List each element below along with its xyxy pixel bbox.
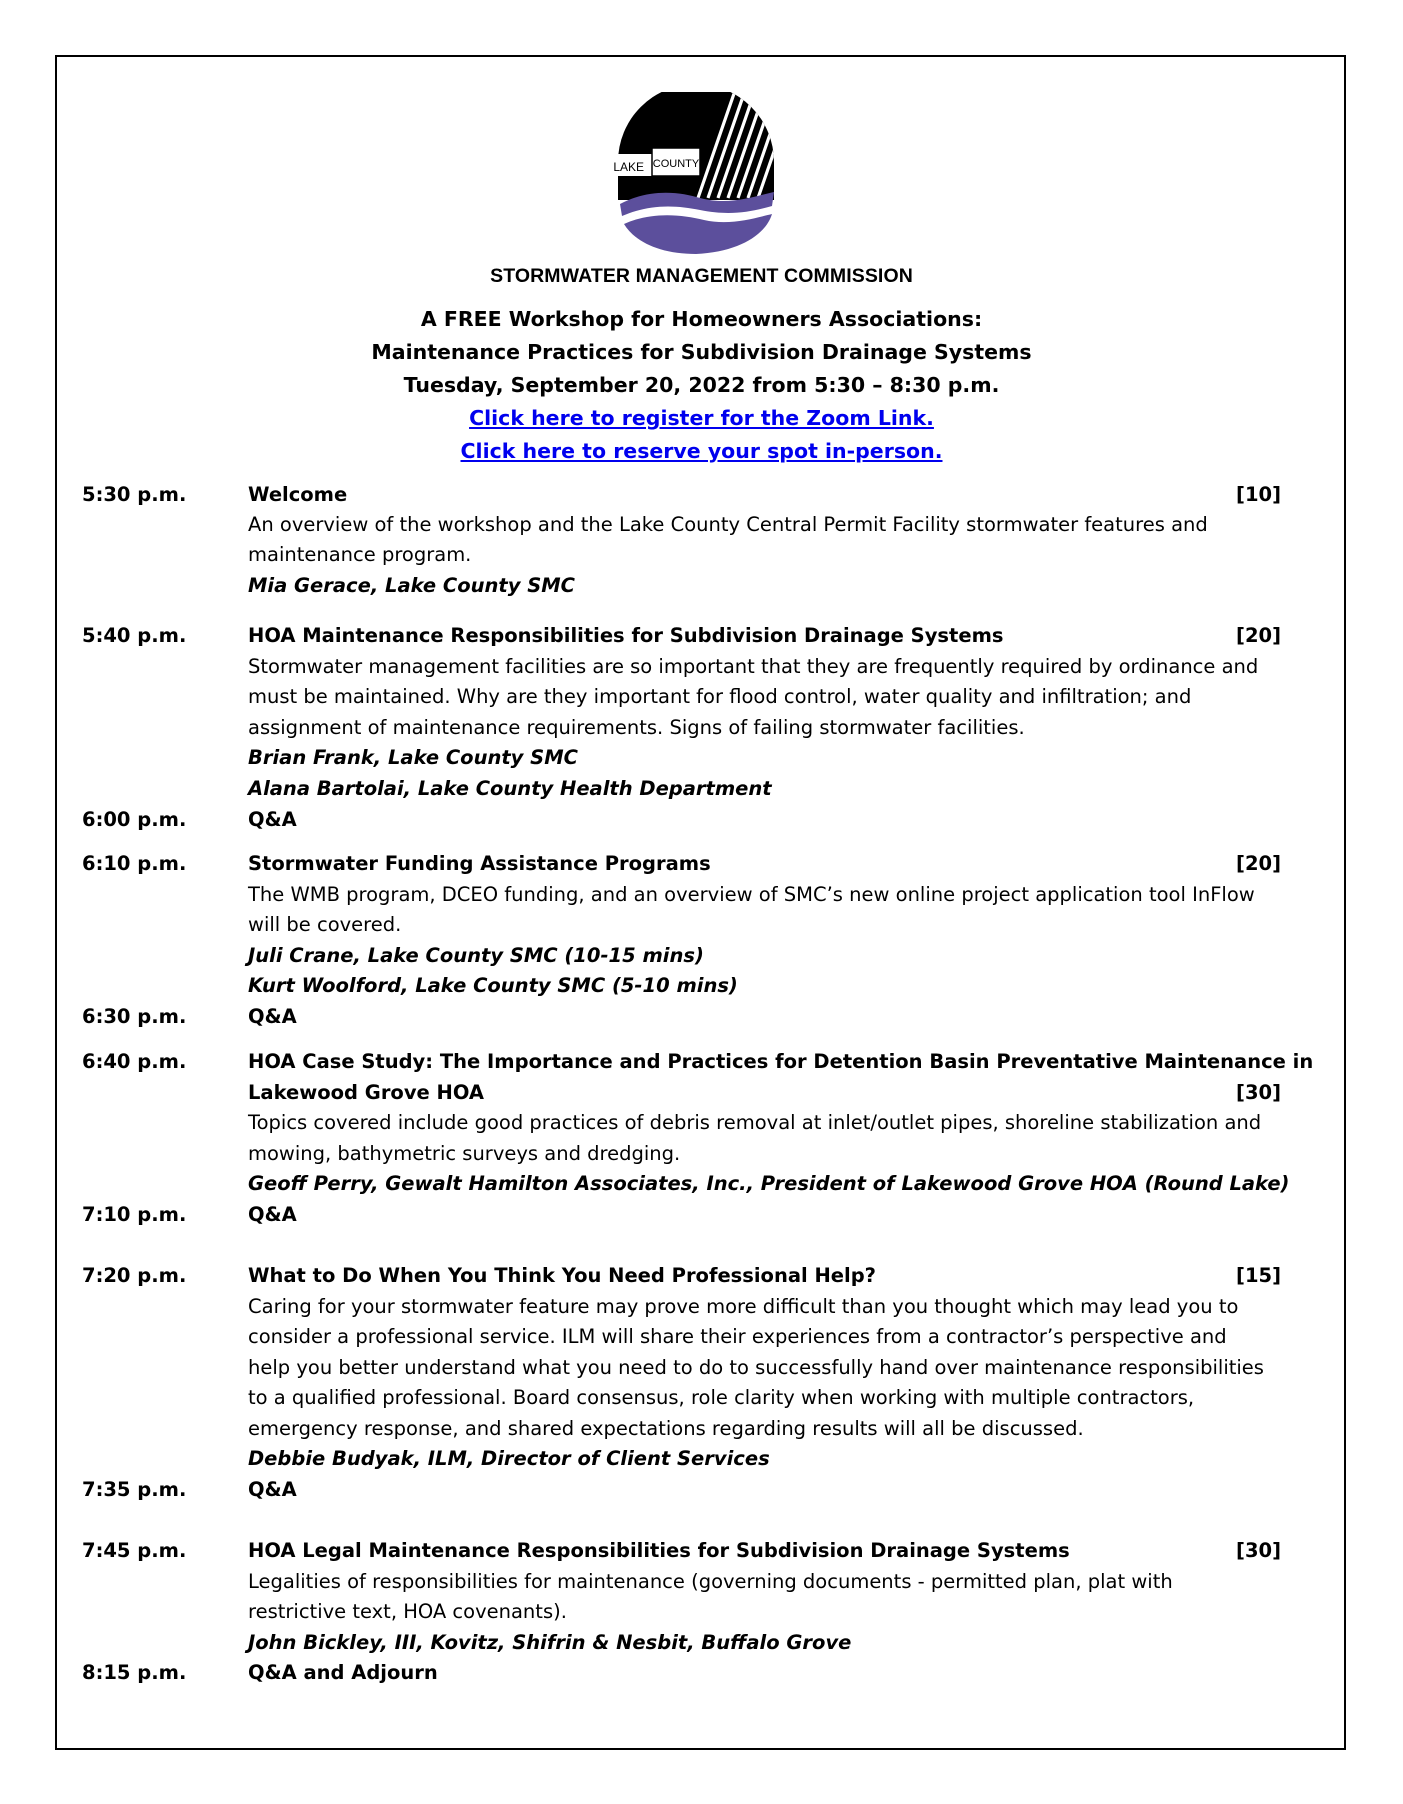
session-title: Stormwater Funding Assistance Programs [248,852,711,875]
workshop-title: A FREE Workshop for Homeowners Associations: [420,307,983,331]
qa-label: Q&A and Adjourn [248,1661,438,1684]
session-title: Welcome [248,483,348,506]
session-speaker: Kurt Woolford, Lake County SMC (5-10 mins) [248,974,738,997]
session-time: 7:45 p.m. [82,1539,187,1562]
session-title: HOA Case Study: The Importance and Practices for Detention Basin Preventative Maintenance in [248,1050,1314,1073]
session-speaker: Brian Frank, Lake County SMC [248,746,578,769]
session-description: emergency response, and shared expectations regarding results will all be discussed. [248,1417,1084,1440]
session-description: Legalities of responsibilities for maintenance (governing documents - permitted plan, plat with [248,1570,1173,1593]
organization-name: STORMWATER MANAGEMENT COMMISSION [490,265,913,287]
session-speaker: Alana Bartolai, Lake County Health Department [248,777,772,800]
qa-time: 7:35 p.m. [82,1478,187,1501]
workshop-date: Tuesday, September 20, 2022 from 5:30 – 8:30 p.m. [403,373,1000,397]
qa-label: Q&A [248,1203,297,1226]
session-time: 7:20 p.m. [82,1264,187,1287]
session-duration: [30] [1236,1539,1281,1562]
session-duration: [20] [1236,624,1281,647]
session-description: Stormwater management facilities are so important that they are frequently required by ordinance and [248,655,1259,678]
session-duration: [20] [1236,852,1281,875]
session-speaker: John Bickley, III, Kovitz, Shifrin & Nesbit, Buffalo Grove [248,1631,852,1654]
workshop-subtitle: Maintenance Practices for Subdivision Drainage Systems [371,340,1032,364]
inperson-reserve-link[interactable]: Click here to reserve your spot in-person. [460,439,943,463]
session-speaker: Mia Gerace, Lake County SMC [248,574,575,597]
session-description: assignment of maintenance requirements. Signs of failing stormwater facilities. [248,716,1025,739]
session-title: What to Do When You Think You Need Professional Help? [248,1264,876,1287]
session-description: Topics covered include good practices of debris removal at inlet/outlet pipes, shoreline stabilization and [248,1111,1262,1134]
session-time: 6:40 p.m. [82,1050,187,1073]
session-speaker: Debbie Budyak, ILM, Director of Client Services [248,1447,770,1470]
session-speaker: Juli Crane, Lake County SMC (10-15 mins) [248,944,704,967]
session-duration: [15] [1236,1264,1281,1287]
session-duration: [10] [1236,483,1281,506]
qa-label: Q&A [248,1478,297,1501]
qa-label: Q&A [248,1005,297,1028]
session-description: mowing, bathymetric surveys and dredging. [248,1142,681,1165]
qa-time: 6:30 p.m. [82,1005,187,1028]
session-title: Lakewood Grove HOA [248,1081,485,1104]
session-speaker: Geoff Perry, Gewalt Hamilton Associates, Inc., President of Lakewood Grove HOA (Round Lake) [248,1172,1290,1195]
session-title: HOA Maintenance Responsibilities for Subdivision Drainage Systems [248,624,1004,647]
session-duration: [30] [1236,1081,1281,1104]
session-description: to a qualified professional. Board consensus, role clarity when working with multiple contractors, [248,1386,1195,1409]
session-description: will be covered. [248,913,402,936]
qa-time: 8:15 p.m. [82,1661,187,1684]
session-title: HOA Legal Maintenance Responsibilities for Subdivision Drainage Systems [248,1539,1070,1562]
logo-text-county: COUNTY [652,158,700,170]
qa-label: Q&A [248,808,297,831]
session-description: help you better understand what you need to do to successfully hand over maintenance responsibilities [248,1356,1264,1379]
session-time: 6:10 p.m. [82,852,187,875]
session-description: The WMB program, DCEO funding, and an overview of SMC’s new online project application tool InFlow [248,883,1255,906]
session-time: 5:30 p.m. [82,483,187,506]
session-description: must be maintained. Why are they important for flood control, water quality and infiltration; and [248,685,1192,708]
water-wave-icon [624,214,772,254]
session-description: Caring for your stormwater feature may prove more difficult than you thought which may lead you to [248,1295,1239,1318]
lake-county-logo [580,92,800,262]
zoom-register-link[interactable]: Click here to register for the Zoom Link. [469,406,934,430]
logo-text-lake: LAKE [613,160,644,174]
session-description: An overview of the workshop and the Lake County Central Permit Facility stormwater features and [248,513,1208,536]
qa-time: 7:10 p.m. [82,1203,187,1226]
session-time: 5:40 p.m. [82,624,187,647]
session-description: maintenance program. [248,543,472,566]
session-description: consider a professional service. ILM will share their experiences from a contractor’s perspective and [248,1325,1227,1348]
session-description: restrictive text, HOA covenants). [248,1600,567,1623]
qa-time: 6:00 p.m. [82,808,187,831]
